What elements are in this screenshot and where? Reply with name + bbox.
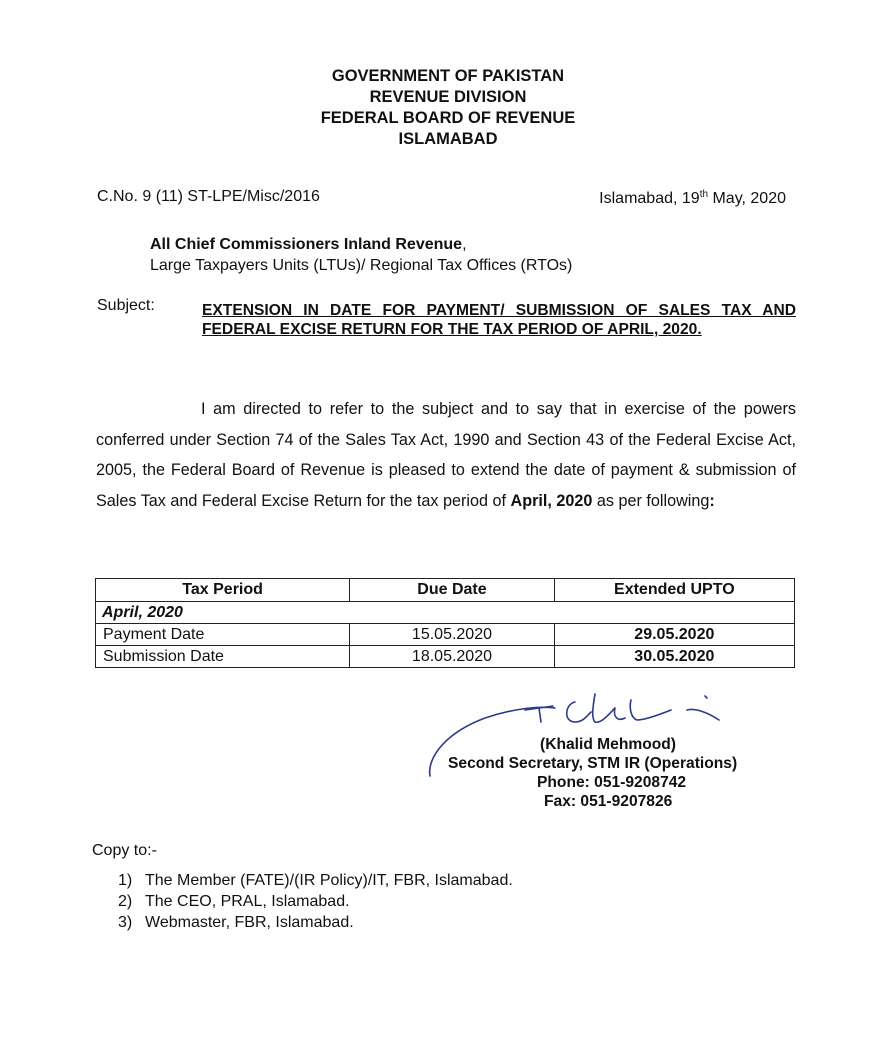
list-item-number: 1) [118, 872, 133, 889]
table-row [96, 646, 795, 668]
row-extended-date: 29.05.2020 [554, 624, 794, 646]
date-prefix: Islamabad, 19 [599, 190, 700, 207]
letterhead [0, 66, 876, 150]
signatory-title: Second Secretary, STM IR (Operations) [448, 755, 738, 772]
header-extended-upto: Extended UPTO [554, 579, 794, 602]
row-due-date: 18.05.2020 [350, 646, 554, 668]
letterhead-line-city: ISLAMABAD [398, 130, 498, 148]
subject-text: EXTENSION IN DATE FOR PAYMENT/ SUBMISSION OF SALES TAX AND FEDERAL EXCISE RETURN FOR THE TAX PERIOD OF APRIL, 2020. [202, 302, 796, 338]
list-item-text: Webmaster, FBR, Islamabad. [145, 914, 354, 931]
extension-table [95, 578, 795, 668]
body-text-main: I am directed to refer to the subject and to say that in exercise of the powers conferred under Section 74 of the Sales Tax Act, 1990 and Section 43 of the Federal Excise Act, 2005, the Federal Board of Revenue is pleased to extend the date of payment & submission of Sales Tax and Federal Excise Return for the tax period of [96, 400, 796, 510]
list-item-text: The Member (FATE)/(IR Policy)/IT, FBR, Islamabad. [145, 872, 513, 889]
letterhead-line-board: FEDERAL BOARD OF REVENUE [320, 109, 576, 127]
copy-to-list [118, 870, 513, 933]
body-paragraph [96, 394, 796, 516]
row-extended-date: 30.05.2020 [554, 646, 794, 668]
subject-label: Subject: [97, 297, 155, 314]
row-label: Submission Date [96, 646, 350, 668]
date-rest: May, 2020 [708, 190, 786, 207]
list-item-number: 2) [118, 893, 133, 910]
table-group-label: April, 2020 [96, 602, 795, 624]
header-due-date: Due Date [350, 579, 554, 602]
body-text-after: as per following [592, 491, 710, 510]
list-item [118, 870, 513, 891]
table-group-row [96, 602, 795, 624]
row-due-date: 15.05.2020 [350, 624, 554, 646]
list-item [118, 912, 513, 933]
addressee-offices: Large Taxpayers Units (LTUs)/ Regional Tax Offices (RTOs) [150, 257, 573, 274]
body-text-colon: : [709, 491, 715, 510]
signatory-fax: Fax: 051-9207826 [544, 793, 673, 810]
body-text-period: April, 2020 [510, 491, 593, 510]
letterhead-line-division: REVENUE DIVISION [369, 88, 527, 106]
addressee [150, 234, 572, 276]
list-item [118, 891, 513, 912]
table-row [96, 624, 795, 646]
signatory-name: (Khalid Mehmood) [540, 736, 676, 753]
copy-to-label: Copy to:- [92, 842, 157, 859]
list-item-number: 3) [118, 914, 133, 931]
table-header-row [96, 579, 795, 602]
row-label: Payment Date [96, 624, 350, 646]
list-item-text: The CEO, PRAL, Islamabad. [145, 893, 350, 910]
addressee-title: All Chief Commissioners Inland Revenue [150, 236, 463, 253]
header-tax-period: Tax Period [96, 579, 350, 602]
addressee-comma: , [462, 236, 467, 253]
reference-number: C.No. 9 (11) ST-LPE/Misc/2016 [97, 188, 320, 205]
letter-date [599, 190, 786, 208]
signatory-phone: Phone: 051-9208742 [537, 774, 687, 791]
letterhead-line-government: GOVERNMENT OF PAKISTAN [331, 67, 565, 85]
signatory-block [448, 735, 788, 811]
date-ordinal: th [699, 189, 709, 200]
